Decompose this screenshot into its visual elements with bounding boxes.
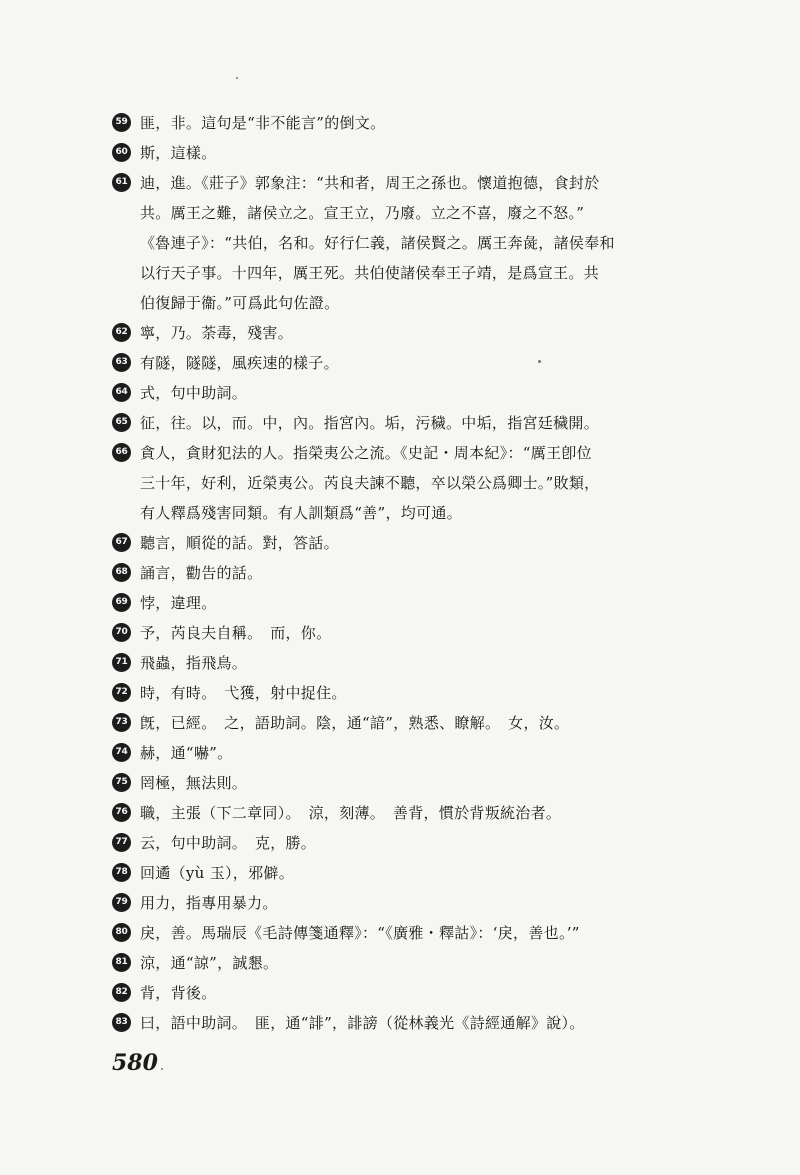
footnote-line: 斯，這樣。 — [140, 144, 217, 162]
footnote-text — [140, 438, 700, 528]
footnote-number: 80 — [112, 923, 131, 942]
footnote-text — [140, 588, 700, 618]
footnote-number: 76 — [112, 803, 131, 822]
footnote-text — [140, 828, 700, 858]
footnote-line: 背，背後。 — [140, 984, 217, 1002]
footnote-item — [112, 678, 700, 708]
footnote-number: 63 — [112, 353, 131, 372]
footnote-line: 貪人，貪財犯法的人。指榮夷公之流。《史記・周本紀》：“厲王卽位 — [140, 444, 592, 462]
footnote-number: 69 — [112, 593, 131, 612]
footnote-text — [140, 138, 700, 168]
footnote-text — [140, 378, 700, 408]
footnote-text — [140, 168, 700, 318]
footnote-number: 78 — [112, 863, 131, 882]
footnote-item — [112, 528, 700, 558]
footnote-line: 時，有時。 弋獲，射中捉住。 — [140, 684, 347, 702]
footnote-number: 79 — [112, 893, 131, 912]
footnote-number: 61 — [112, 173, 131, 192]
footnote-line: 赫，通“嚇”。 — [140, 744, 233, 762]
footnote-text — [140, 678, 700, 708]
footnote-item — [112, 348, 700, 378]
footnote-item — [112, 798, 700, 828]
footnote-line: 旣，已經。 之，語助詞。陰，通“諳”，熟悉、瞭解。 女，汝。 — [140, 714, 570, 732]
footnote-number: 71 — [112, 653, 131, 672]
footnote-item — [112, 948, 700, 978]
footnote-item — [112, 768, 700, 798]
footnote-text — [140, 408, 700, 438]
footnote-item — [112, 918, 700, 948]
footnote-number: 73 — [112, 713, 131, 732]
footnote-line: 迪，進。《莊子》郭象注：“共和者，周王之孫也。懷道抱德，食封於 — [140, 174, 600, 192]
footnote-line: 誦言，勸告的話。 — [140, 564, 263, 582]
footnote-number: 60 — [112, 143, 131, 162]
footnote-item — [112, 708, 700, 738]
footnote-number: 82 — [112, 983, 131, 1002]
footnote-text — [140, 978, 700, 1008]
footnote-line: 云，句中助詞。 克，勝。 — [140, 834, 317, 852]
footnote-line: 飛蟲，指飛鳥。 — [140, 654, 248, 672]
footnote-line: 聽言，順從的話。對，答話。 — [140, 534, 339, 552]
footnote-item — [112, 738, 700, 768]
footnote-line: 用力，指專用暴力。 — [140, 894, 278, 912]
footnote-number: 77 — [112, 833, 131, 852]
footnote-number: 83 — [112, 1013, 131, 1032]
footnote-text — [140, 648, 700, 678]
page-number: 580 — [112, 1050, 158, 1076]
footnote-line: 共。厲王之難，諸侯立之。宣王立，乃廢。立之不喜，廢之不怒。” — [140, 204, 585, 222]
footnote-number: 65 — [112, 413, 131, 432]
footnote-item — [112, 828, 700, 858]
footnote-line: 式，句中助詞。 — [140, 384, 248, 402]
footnote-item — [112, 978, 700, 1008]
footnote-text — [140, 768, 700, 798]
footnote-item — [112, 618, 700, 648]
footnote-number: 68 — [112, 563, 131, 582]
footnote-text — [140, 528, 700, 558]
footnote-text — [140, 858, 700, 888]
footnote-text — [140, 708, 700, 738]
footnote-number: 74 — [112, 743, 131, 762]
footnote-text — [140, 558, 700, 588]
footnote-line: 職，主張（下二章同）。 涼，刻薄。 善背，慣於背叛統治者。 — [140, 804, 562, 822]
footnote-item — [112, 1008, 700, 1038]
footnote-text — [140, 888, 700, 918]
footnote-line: 回遹（yù 玉），邪僻。 — [140, 864, 295, 882]
footnote-line: 《魯連子》：“共伯，名和。好行仁義，諸侯賢之。厲王奔彘，諸侯奉和 — [140, 234, 615, 252]
footnote-item — [112, 588, 700, 618]
ink-speck — [236, 77, 238, 79]
footnote-text — [140, 738, 700, 768]
footnote-item — [112, 408, 700, 438]
footnote-text — [140, 798, 700, 828]
footnote-line: 寧，乃。荼毒，殘害。 — [140, 324, 294, 342]
footnote-text — [140, 348, 700, 378]
footnote-line: 予，芮良夫自稱。 而，你。 — [140, 624, 332, 642]
footnote-item — [112, 858, 700, 888]
footnote-line: 有隧，隧隧，風疾速的樣子。 — [140, 354, 339, 372]
footnote-line: 三十年，好利，近榮夷公。芮良夫諫不聽，卒以榮公爲卿士。”敗類， — [140, 474, 600, 492]
footnote-text — [140, 318, 700, 348]
footnote-line: 伯復歸于衞。”可爲此句佐證。 — [140, 294, 340, 312]
footnote-number: 64 — [112, 383, 131, 402]
footnote-item — [112, 648, 700, 678]
footnote-text — [140, 108, 700, 138]
footnote-item — [112, 888, 700, 918]
footnote-item — [112, 378, 700, 408]
footnote-number: 67 — [112, 533, 131, 552]
footnote-item — [112, 168, 700, 318]
footnote-text — [140, 618, 700, 648]
footnote-line: 悖，違理。 — [140, 594, 217, 612]
ink-speck — [538, 360, 541, 363]
footnote-item — [112, 108, 700, 138]
footnote-number: 72 — [112, 683, 131, 702]
footnote-line: 曰，語中助詞。 匪，通“誹”，誹謗（從林義光《詩經通解》說）。 — [140, 1014, 585, 1032]
footnote-list — [112, 108, 700, 1038]
footnote-number: 75 — [112, 773, 131, 792]
footnote-number: 66 — [112, 443, 131, 462]
footnote-line: 匪，非。這句是“非不能言”的倒文。 — [140, 114, 386, 132]
footnote-line: 涼，通“諒”，誠懇。 — [140, 954, 279, 972]
footnote-number: 59 — [112, 113, 131, 132]
footnote-line: 戾，善。馬瑞辰《毛詩傳箋通釋》：“《廣雅・釋詁》：‘戾，善也。’” — [140, 924, 580, 942]
footnote-item — [112, 558, 700, 588]
footnote-item — [112, 138, 700, 168]
footnote-item — [112, 438, 700, 528]
footnote-text — [140, 948, 700, 978]
footnote-line: 罔極，無法則。 — [140, 774, 248, 792]
footnote-text — [140, 918, 700, 948]
footnote-text — [140, 1008, 700, 1038]
footnote-item — [112, 318, 700, 348]
footnote-number: 70 — [112, 623, 131, 642]
footnote-number: 62 — [112, 323, 131, 342]
footnote-line: 以行天子事。十四年，厲王死。共伯使諸侯奉王子靖，是爲宣王。共 — [140, 264, 600, 282]
footnote-number: 81 — [112, 953, 131, 972]
footnote-line: 有人釋爲殘害同類。有人訓類爲“善”，均可通。 — [140, 504, 462, 522]
ink-speck — [161, 1068, 163, 1070]
footnote-line: 征，往。以，而。中，內。指宮內。垢，污穢。中垢，指宮廷穢開。 — [140, 414, 600, 432]
